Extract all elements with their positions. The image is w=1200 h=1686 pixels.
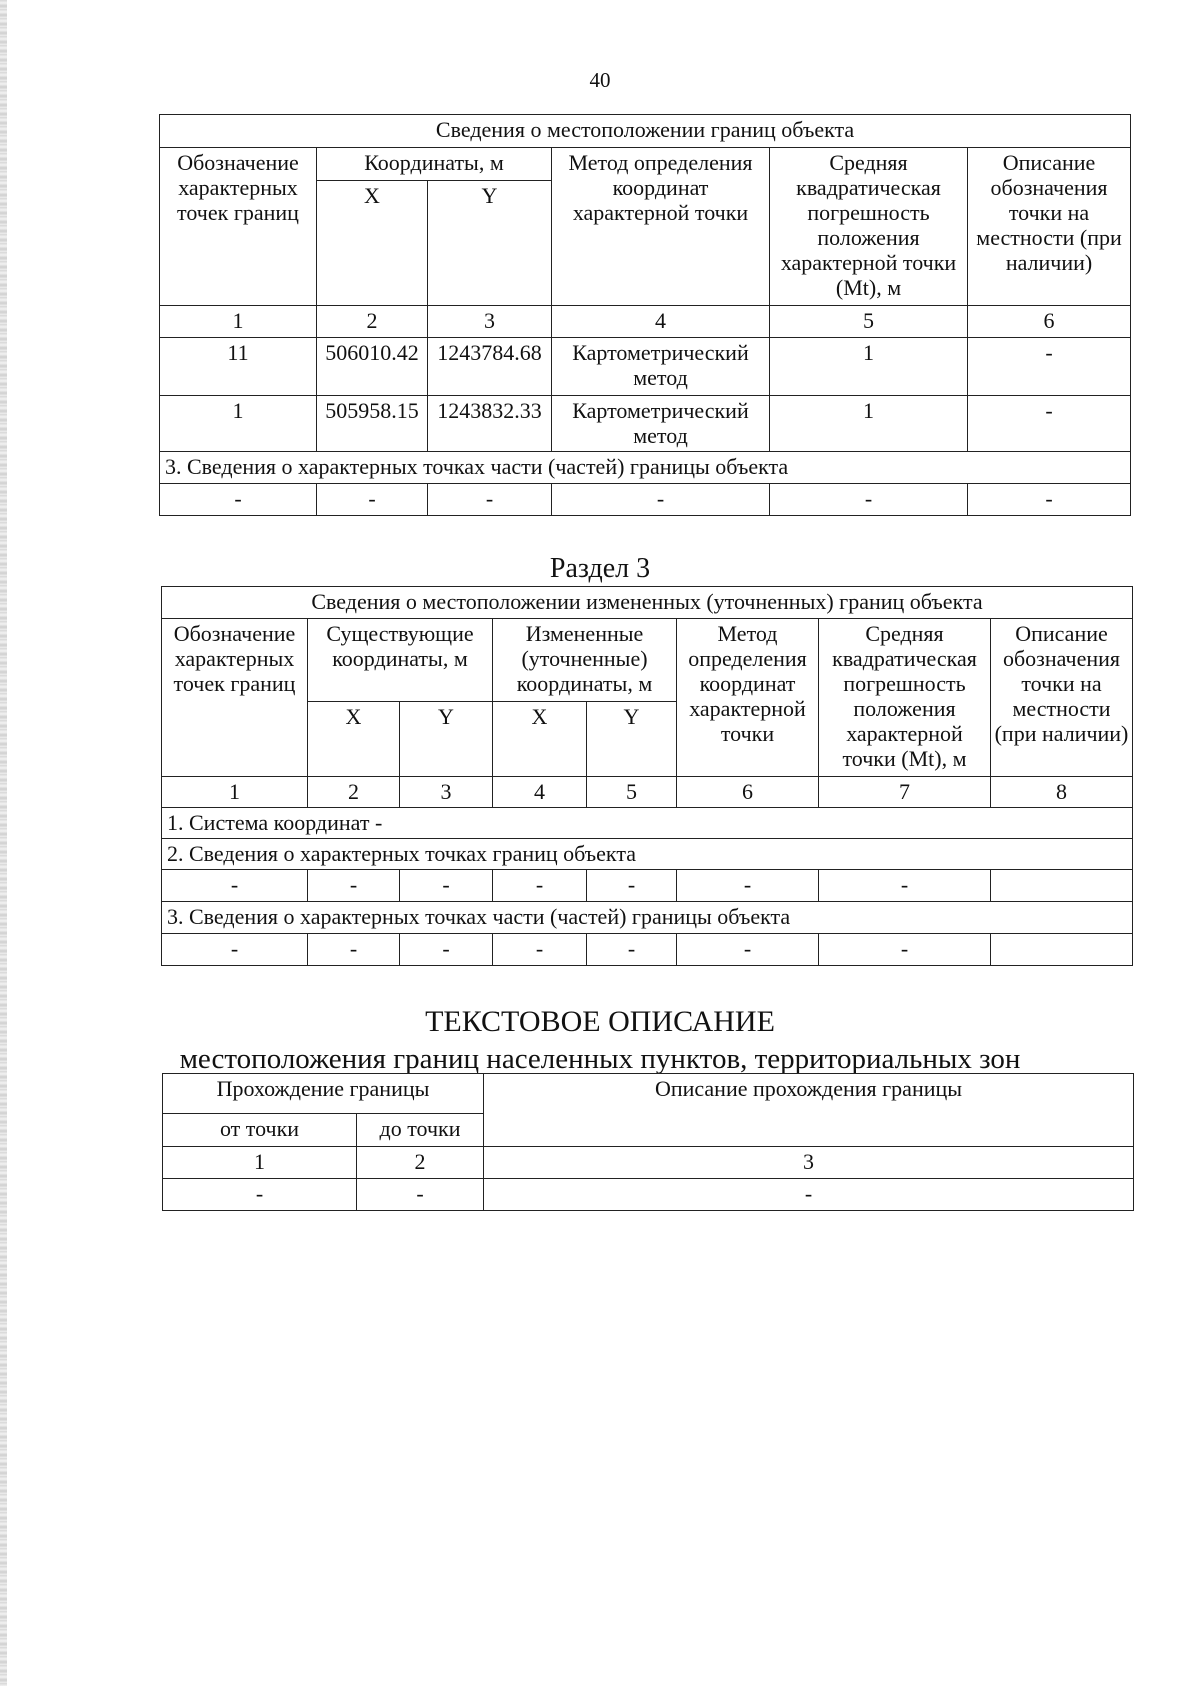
coord-system-row: 1. Система координат - [162,808,1133,839]
table-row [160,484,1131,516]
error-cell: 1 [770,396,968,452]
x-cell: 506010.42 [317,338,428,396]
description-cell: - [968,396,1131,452]
dash-cell: - [819,870,991,902]
table-row [163,1179,1134,1211]
column-number: 2 [317,306,428,338]
header-passage-description: Описание прохождения границы [484,1074,1134,1147]
column-number: 1 [163,1147,357,1179]
description-cell: - [968,338,1131,396]
dash-cell: - [162,870,308,902]
dash-cell: - [968,484,1131,516]
header-error: Средняя квадратическая погрешность положения характерной точки (Mt), м [819,619,991,777]
table-title: Сведения о местоположении границ объекта [160,115,1131,148]
table-row [162,934,1133,966]
header-x: X [493,702,587,777]
column-number: 2 [357,1147,484,1179]
dash-cell: - [308,870,400,902]
dash-cell: - [770,484,968,516]
column-number: 7 [819,777,991,808]
header-changed-coordinates: Измененные (уточненные) координаты, м [493,619,677,702]
y-cell: 1243832.33 [428,396,552,452]
point-cell: 11 [160,338,317,396]
part-heading: 3. Сведения о характерных точках части (частей) границы объекта [160,452,1131,484]
points-heading: 2. Сведения о характерных точках границ объекта [162,839,1133,870]
dash-cell: - [677,934,819,966]
header-designation: Обозначение характерных точек границ [160,148,317,306]
header-description: Описание обозначения точки на местности (при наличии) [968,148,1131,306]
table-row [162,870,1133,902]
dash-cell: - [493,870,587,902]
header-method: Метод определения координат характерной точки [552,148,770,306]
table-row [160,338,1131,396]
dash-cell: - [484,1179,1134,1211]
column-number: 6 [677,777,819,808]
dash-cell: - [493,934,587,966]
column-number: 1 [160,306,317,338]
header-passage: Прохождение границы [163,1074,484,1114]
text-description-subheading: местоположения границ населенных пунктов, территориальных зон [179,1043,1021,1075]
scan-edge [0,0,7,1686]
dash-cell: - [819,934,991,966]
column-number: 2 [308,777,400,808]
method-cell: Картометрический метод [552,338,770,396]
header-designation: Обозначение характерных точек границ [162,619,308,777]
dash-cell: - [357,1179,484,1211]
dash-cell: - [552,484,770,516]
dash-cell: - [317,484,428,516]
header-to-point: до точки [357,1114,484,1147]
column-number: 8 [991,777,1133,808]
y-cell: 1243784.68 [428,338,552,396]
column-number: 6 [968,306,1131,338]
dash-cell: - [400,870,493,902]
header-y: Y [400,702,493,777]
dash-cell: - [163,1179,357,1211]
dash-cell: - [400,934,493,966]
dash-cell: - [160,484,317,516]
dash-cell: - [677,870,819,902]
column-number: 1 [162,777,308,808]
table-row [160,396,1131,452]
dash-cell: - [587,870,677,902]
section-title: Раздел 3 [549,553,651,584]
header-x: X [308,702,400,777]
header-description: Описание обозначения точки на местности (при наличии) [991,619,1133,777]
boundary-location-table [159,114,1131,516]
dash-cell: - [428,484,552,516]
column-number: 3 [428,306,552,338]
changed-boundary-table [161,586,1133,966]
header-y: Y [587,702,677,777]
header-from-point: от точки [163,1114,357,1147]
dash-cell: - [162,934,308,966]
header-coordinates: Координаты, м [317,148,552,181]
part-heading: 3. Сведения о характерных точках части (частей) границы объекта [162,902,1133,934]
text-description-table [162,1073,1134,1211]
page-number: 40 [589,68,611,92]
point-cell: 1 [160,396,317,452]
header-x: X [317,181,428,306]
column-number: 3 [400,777,493,808]
column-number: 5 [770,306,968,338]
method-cell: Картометрический метод [552,396,770,452]
header-existing-coordinates: Существующие координаты, м [308,619,493,702]
column-number: 4 [552,306,770,338]
text-description-heading: ТЕКСТОВОЕ ОПИСАНИЕ [425,1005,775,1038]
dash-cell: - [308,934,400,966]
header-y: Y [428,181,552,306]
empty-cell [991,870,1133,902]
error-cell: 1 [770,338,968,396]
column-number: 3 [484,1147,1134,1179]
column-number: 4 [493,777,587,808]
header-method: Метод определения координат характерной точки [677,619,819,777]
x-cell: 505958.15 [317,396,428,452]
header-error: Средняя квадратическая погрешность положения характерной точки (Mt), м [770,148,968,306]
table-title: Сведения о местоположении измененных (уточненных) границ объекта [162,587,1133,619]
dash-cell: - [587,934,677,966]
column-number: 5 [587,777,677,808]
empty-cell [991,934,1133,966]
